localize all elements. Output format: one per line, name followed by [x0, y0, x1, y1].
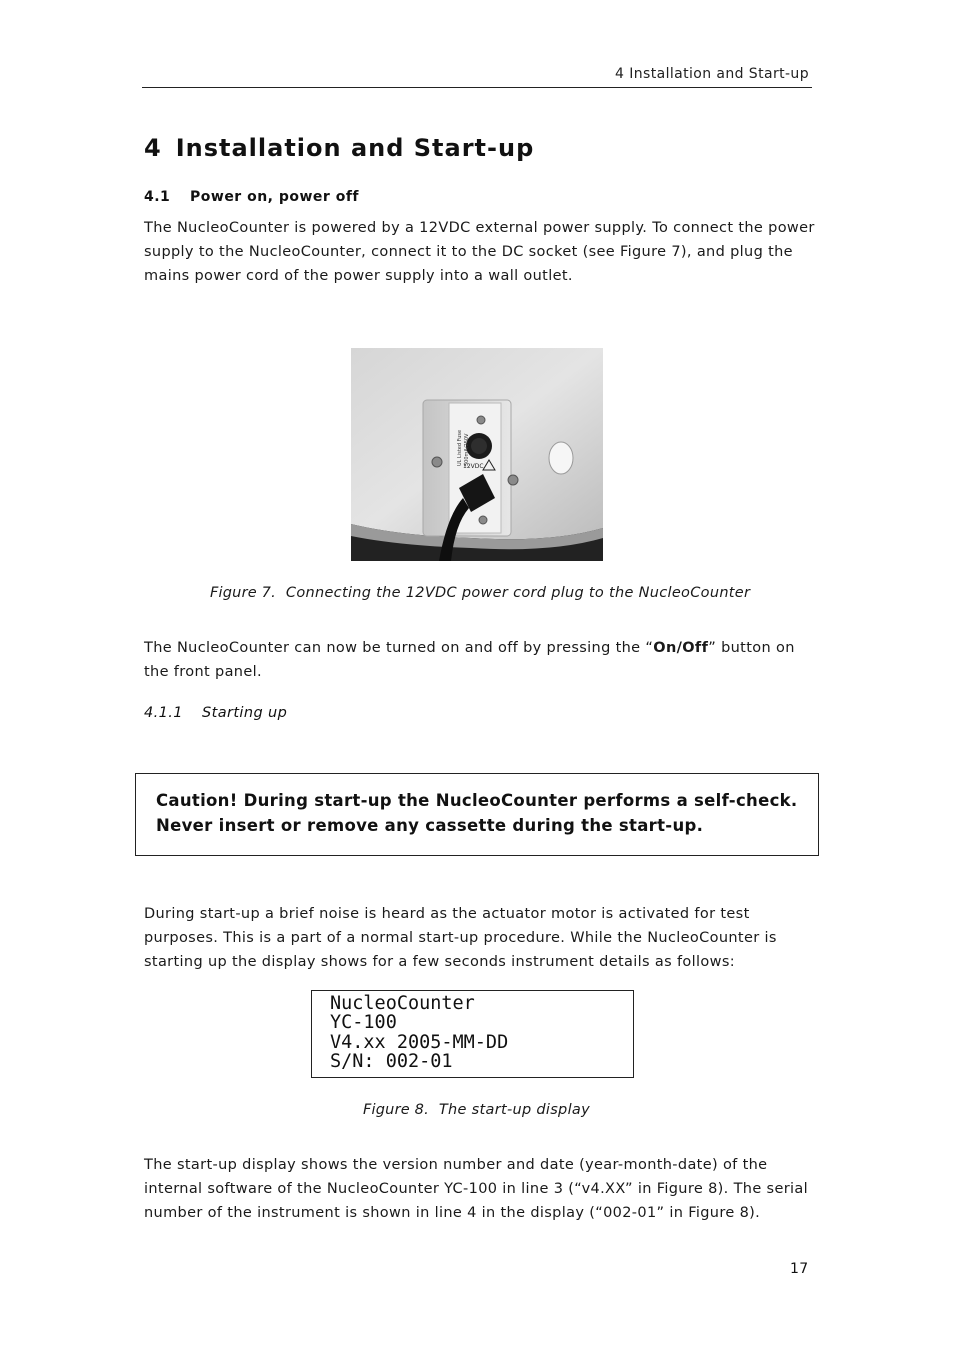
startup-display [311, 990, 634, 1078]
display-line-3: V4.xx 2005-MM-DD [330, 1031, 509, 1053]
on-off-paragraph [144, 636, 816, 684]
paragraph-line: the front panel. [144, 664, 262, 680]
fuse-label: UL Listed Fuse [457, 429, 463, 466]
display-line-4: S/N: 002-01 [330, 1050, 453, 1072]
figure-7-label: Figure 7. [210, 585, 276, 601]
figure-8-caption-text: The start-up display [438, 1102, 590, 1118]
paragraph-line: starting up the display shows for a few seconds instrument details as follows: [144, 954, 735, 970]
figure-8-caption [363, 1102, 590, 1118]
voltage-label: 12VDC [463, 463, 484, 470]
paragraph-line: purposes. This is a part of a normal start-up procedure. While the NucleoCounter is [144, 930, 777, 946]
paragraph-line: internal software of the NucleoCounter YC-100 in line 3 (“v4.XX” in Figure 8). The serial [144, 1181, 809, 1197]
paragraph-line: mains power cord of the power supply into a wall outlet. [144, 268, 573, 284]
caution-line: Never insert or remove any cassette during the start-up. [156, 816, 704, 835]
paragraph-line: number of the instrument is shown in line 4 in the display (“002-01” in Figure 8). [144, 1205, 761, 1221]
running-header [142, 66, 812, 88]
dc-socket-photo-illustration [351, 348, 603, 561]
subsection-number: 4.1.1 [144, 705, 183, 721]
display-line-1: NucleoCounter [330, 993, 475, 1014]
fuse-rating-label: 500mA/250V [464, 433, 470, 466]
subsection-title-text: Starting up [202, 705, 288, 721]
chapter-title-text: Installation and Start-up [175, 134, 535, 162]
paragraph-text: ” button on [708, 640, 795, 656]
paragraph-line: The NucleoCounter is powered by a 12VDC external power supply. To connect the power [144, 220, 815, 236]
paragraph-line: During start-up a brief noise is heard as the actuator motor is activated for test [144, 906, 750, 922]
caution-text [156, 788, 798, 838]
power-supply-paragraph [144, 216, 816, 288]
startup-paragraph [144, 902, 816, 974]
paragraph-line: The start-up display shows the version number and date (year-month-date) of the [144, 1157, 768, 1173]
caution-line: Caution! During start-up the NucleoCounter performs a self-check. [156, 791, 798, 810]
display-details-paragraph [144, 1153, 816, 1225]
startup-display-text [330, 994, 508, 1071]
chapter-number: 4 [144, 134, 162, 162]
figure-8-label: Figure 8. [363, 1102, 429, 1118]
running-header-text: 4 Installation and Start-up [615, 66, 809, 82]
section-number: 4.1 [144, 189, 171, 205]
caution-box [135, 773, 819, 856]
section-title-text: Power on, power off [190, 189, 360, 205]
paragraph-line [144, 636, 816, 660]
figure-7-caption [210, 585, 750, 601]
chapter-title [144, 134, 534, 162]
paragraph-text: The NucleoCounter can now be turned on and off by pressing the “ [144, 640, 654, 656]
paragraph-line: supply to the NucleoCounter, connect it to the DC socket (see Figure 7), and plug the [144, 244, 793, 260]
on-off-button-name: On/Off [653, 640, 709, 656]
subsection-heading [144, 705, 287, 721]
display-line-2: YC-100 [330, 1012, 397, 1034]
figure-7-photo [351, 348, 603, 561]
page-number: 17 [790, 1261, 809, 1277]
section-heading [144, 189, 359, 205]
figure-7-caption-text: Connecting the 12VDC power cord plug to the NucleoCounter [285, 585, 751, 601]
